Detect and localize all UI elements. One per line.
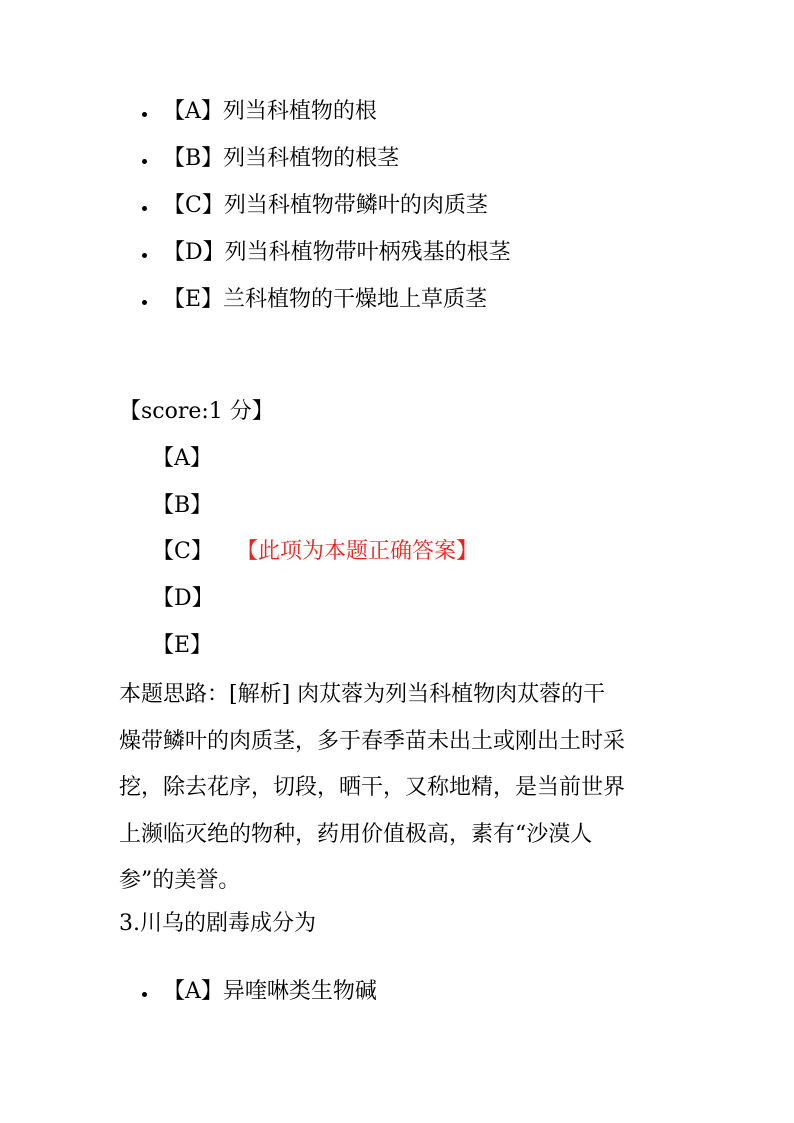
bullet-icon xyxy=(142,300,147,305)
list-item xyxy=(142,190,488,222)
bullet-icon xyxy=(142,992,147,997)
analysis-line: 参”的美誉。 xyxy=(119,868,241,894)
analysis-line: 燥带鳞叶的肉质茎，多于春季苗未出土或刚出土时采 xyxy=(119,728,626,754)
analysis-line: 挖，除去花序，切段，晒干，又称地精，是当前世界 xyxy=(119,775,626,801)
option-text: 【E】兰科植物的干燥地上草质茎 xyxy=(163,287,488,312)
option-text: 【C】列当科植物带鳞叶的肉质茎 xyxy=(163,193,488,218)
answer-option-d: 【D】 xyxy=(152,586,214,611)
list-item xyxy=(142,143,399,175)
bullet-icon xyxy=(142,159,147,164)
option-text: 【B】列当科植物的根茎 xyxy=(163,146,400,171)
question-title: 3.川乌的剧毒成分为 xyxy=(119,911,316,936)
answer-option-b: 【B】 xyxy=(152,493,213,518)
analysis-text xyxy=(119,672,679,905)
list-item xyxy=(142,96,377,128)
option-text: 【D】列当科植物带叶柄残基的根茎 xyxy=(163,240,511,265)
list-item xyxy=(142,237,511,269)
analysis-line: 上濒临灭绝的物种，药用价值极高，素有“沙漠人 xyxy=(119,821,593,847)
bullet-icon xyxy=(142,253,147,258)
option-text: 【A】异喹啉类生物碱 xyxy=(163,979,377,1004)
score-label: 【score:1 分】 xyxy=(119,399,274,424)
answer-option-e: 【E】 xyxy=(152,633,213,658)
analysis-line: 本题思路：[解析] 肉苁蓉为列当科植物肉苁蓉的干 xyxy=(119,682,606,707)
answer-option-c: 【C】 xyxy=(152,539,213,564)
option-text: 【A】列当科植物的根 xyxy=(163,99,377,124)
answer-option-a: 【A】 xyxy=(152,446,212,471)
bullet-icon xyxy=(142,206,147,211)
list-item xyxy=(142,976,377,1008)
bullet-icon xyxy=(142,112,147,117)
correct-answer-marker: 【此项为本题正确答案】 xyxy=(236,539,479,564)
list-item xyxy=(142,284,487,316)
